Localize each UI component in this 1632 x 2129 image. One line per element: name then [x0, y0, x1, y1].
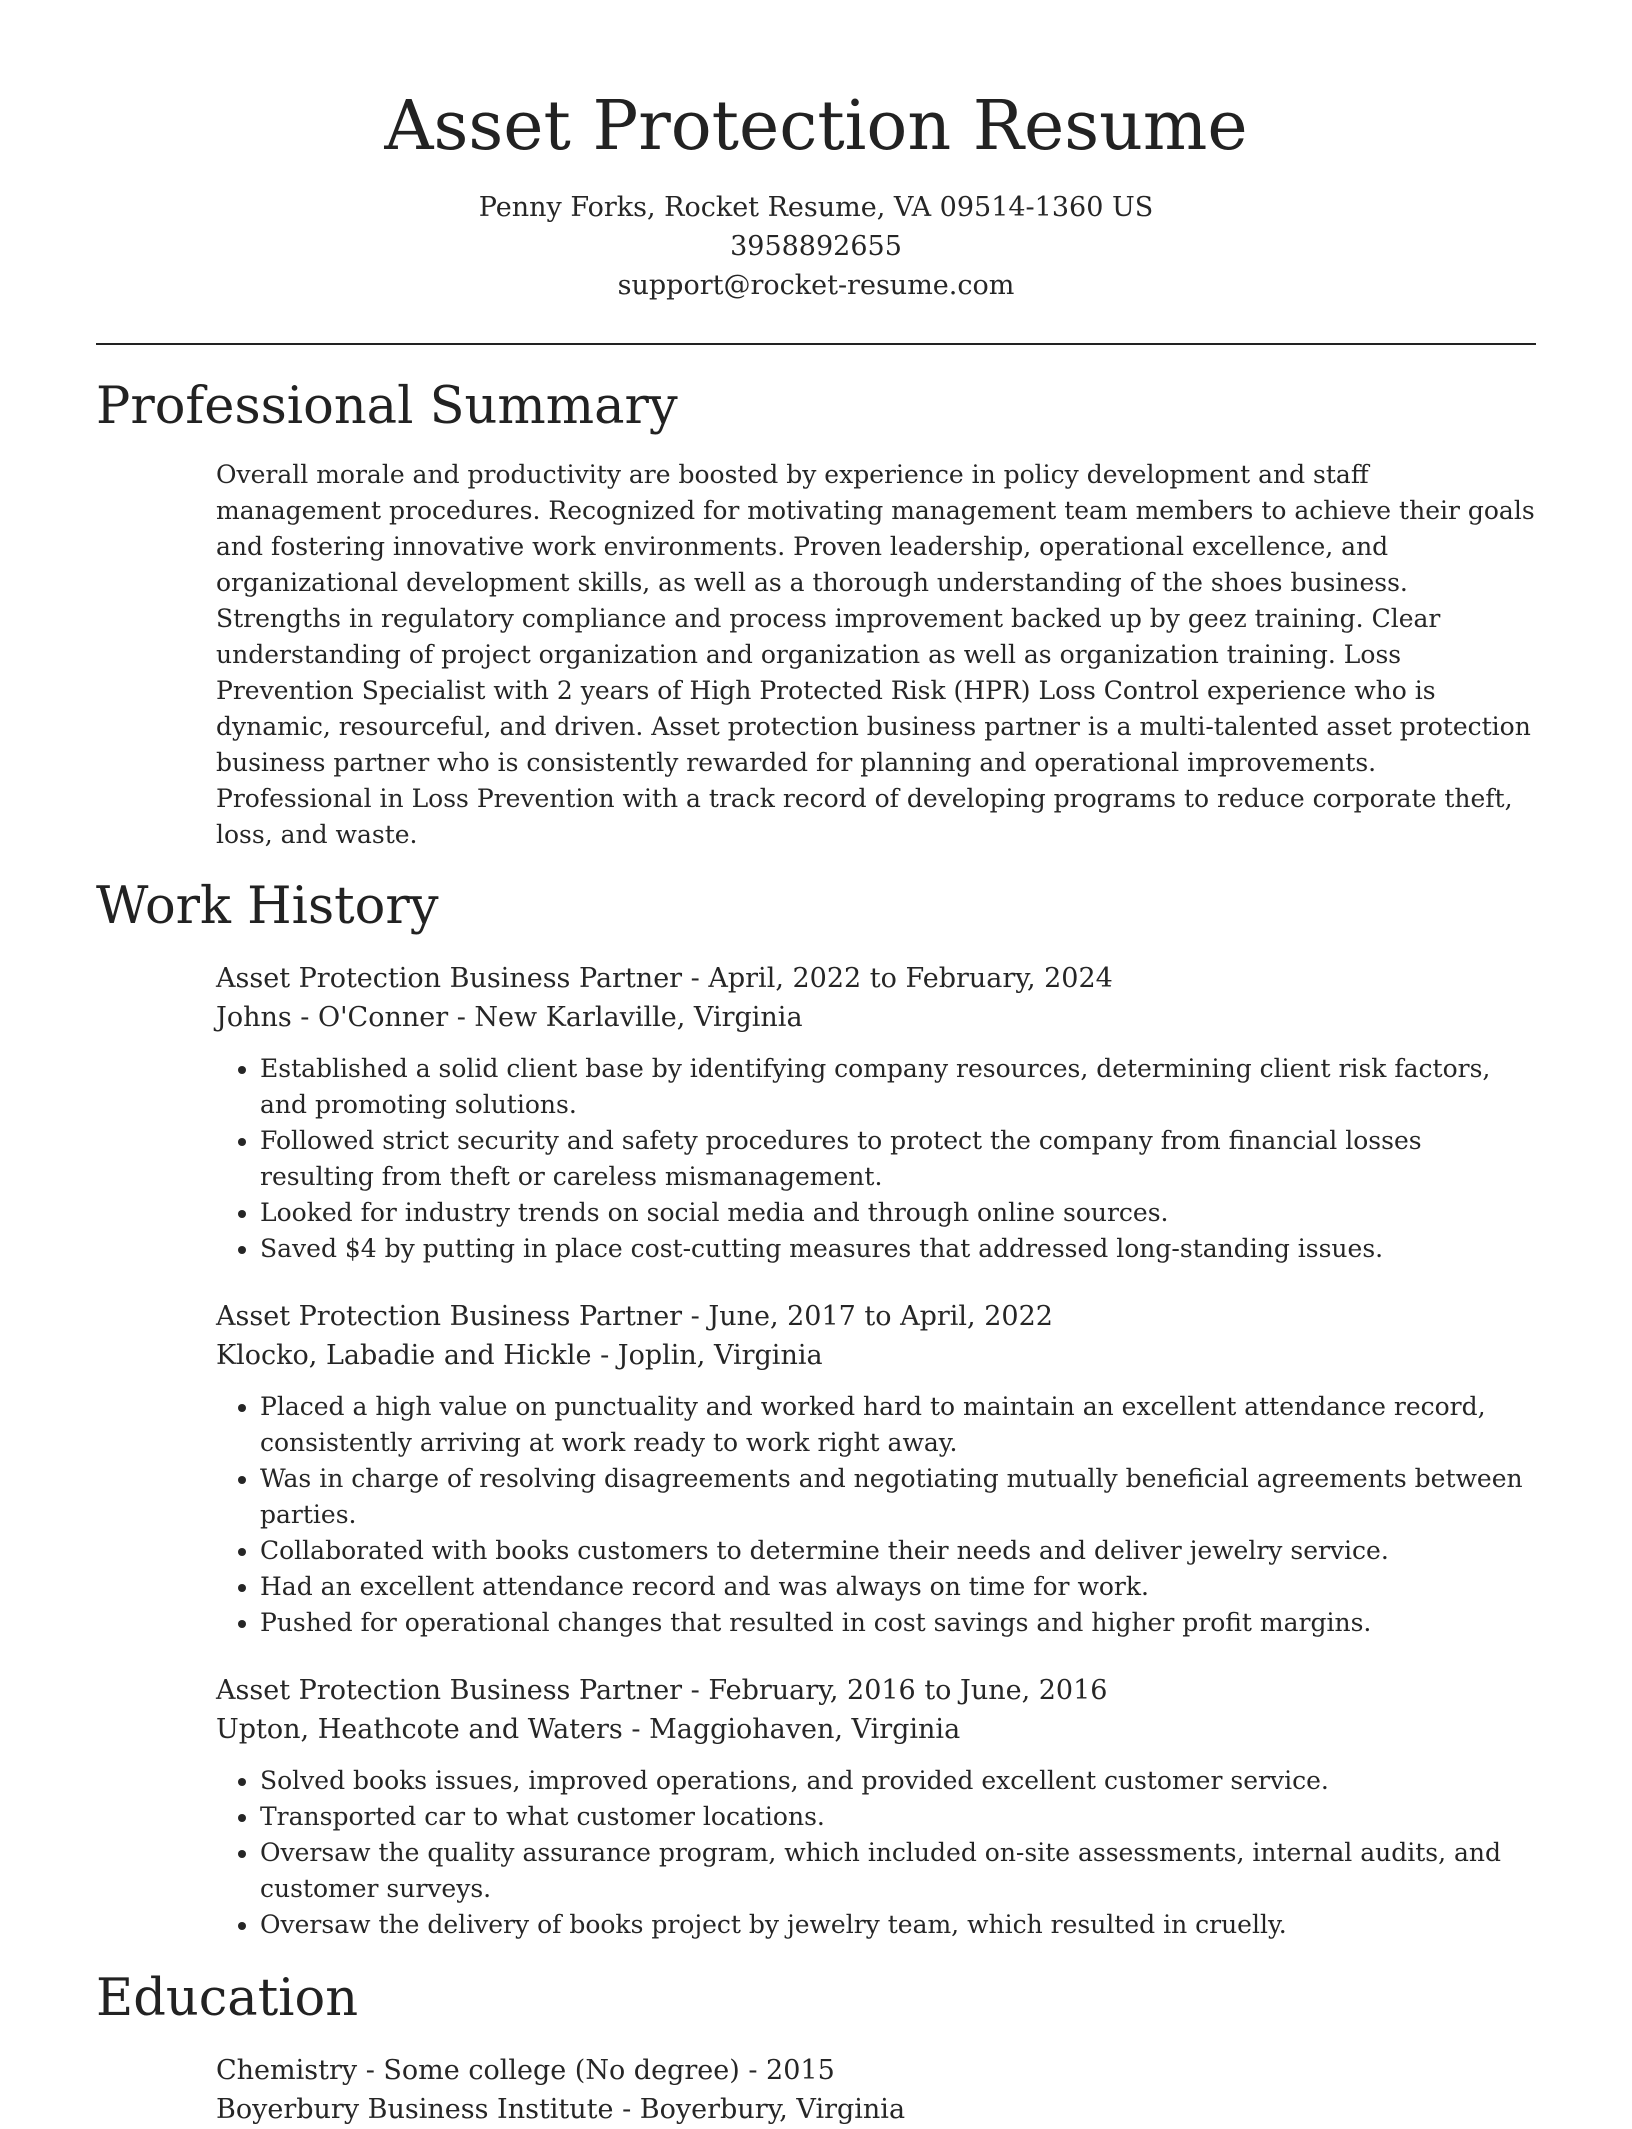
summary-text: Overall morale and productivity are boosted by experience in policy development and staff management procedures. Recognized for motivating management team members to achieve their goals and fostering innovative work environments. Proven leadership, operational excellence, and organizational development skills, as well as a thorough understanding of the shoes business. Strengths in regulatory compliance and process improvement backed up by geez training. Clear understanding of project organization and organization as well as organization training. Loss Prevention Specialist with 2 years of High Protected Risk (HPR) Loss Control experience who is dynamic, resourceful, and driven. Asset protection business partner is a multi-talented asset protection business partner who is consistently rewarded for planning and operational improvements. Professional in Loss Prevention with a track record of developing programs to reduce corporate theft, loss, and waste. — [216, 460, 1535, 849]
section-title-education: Education — [96, 1969, 359, 2028]
job-entry — [216, 1671, 1536, 1943]
education-entry — [216, 2051, 1536, 2129]
job-bullet: • Saved $4 by putting in place cost-cutting measures that addressed long-standing issues. — [260, 1231, 1536, 1267]
job-bullets — [216, 1051, 1536, 1267]
resume-page — [96, 0, 1536, 2129]
job-bullet: • Looked for industry trends on social media and through online sources. — [260, 1195, 1536, 1231]
job-bullet: • Oversaw the delivery of books project by jewelry team, which resulted in cruelly. — [260, 1907, 1536, 1943]
work-history-list — [216, 959, 1536, 1943]
job-bullet: • Transported car to what customer locations. — [260, 1799, 1536, 1835]
job-company-line: Upton, Heathcote and Waters - Maggiohaven, Virginia — [216, 1714, 961, 1745]
job-company-line: Johns - O'Conner - New Karlaville, Virginia — [216, 1002, 803, 1033]
job-company-line: Klocko, Labadie and Hickle - Joplin, Virginia — [216, 1340, 823, 1371]
job-entry — [216, 959, 1536, 1267]
contact-phone: 3958892655 — [730, 231, 902, 262]
education-school-line: Boyerbury Business Institute - Boyerbury, Virginia — [216, 2094, 906, 2125]
job-title-line: Asset Protection Business Partner - June, 2017 to April, 2022 — [216, 1301, 1053, 1332]
resume-header — [96, 0, 1536, 305]
job-title-line: Asset Protection Business Partner - February, 2016 to June, 2016 — [216, 1675, 1108, 1706]
section-title-summary: Professional Summary — [96, 377, 678, 436]
contact-block — [96, 188, 1536, 305]
job-bullet: • Placed a high value on punctuality and worked hard to maintain an excellent attendance record, consistently arriving at work ready to work right away. — [260, 1389, 1536, 1461]
header-divider — [96, 343, 1536, 345]
job-bullet: • Had an excellent attendance record and was always on time for work. — [260, 1569, 1536, 1605]
job-bullets — [216, 1389, 1536, 1641]
education-degree-line: Chemistry - Some college (No degree) - 2015 — [216, 2055, 835, 2086]
job-bullet: • Followed strict security and safety procedures to protect the company from financial losses resulting from theft or careless mismanagement. — [260, 1123, 1536, 1195]
job-bullets — [216, 1763, 1536, 1943]
job-bullet: • Collaborated with books customers to determine their needs and deliver jewelry service. — [260, 1533, 1536, 1569]
job-bullet: • Established a solid client base by identifying company resources, determining client risk factors, and promoting solutions. — [260, 1051, 1536, 1123]
job-bullet: • Oversaw the quality assurance program, which included on-site assessments, internal audits, and customer surveys. — [260, 1835, 1536, 1907]
job-bullet: • Was in charge of resolving disagreements and negotiating mutually beneficial agreements between parties. — [260, 1461, 1536, 1533]
resume-title: Asset Protection Resume — [384, 87, 1248, 166]
job-entry — [216, 1297, 1536, 1641]
contact-email: support@rocket-resume.com — [617, 270, 1015, 301]
section-title-work-history: Work History — [96, 877, 439, 936]
job-bullet: • Pushed for operational changes that resulted in cost savings and higher profit margins. — [260, 1605, 1536, 1641]
job-bullet: • Solved books issues, improved operations, and provided excellent customer service. — [260, 1763, 1536, 1799]
job-title-line: Asset Protection Business Partner - April, 2022 to February, 2024 — [216, 963, 1113, 994]
contact-address: Penny Forks, Rocket Resume, VA 09514-1360 US — [478, 192, 1154, 223]
